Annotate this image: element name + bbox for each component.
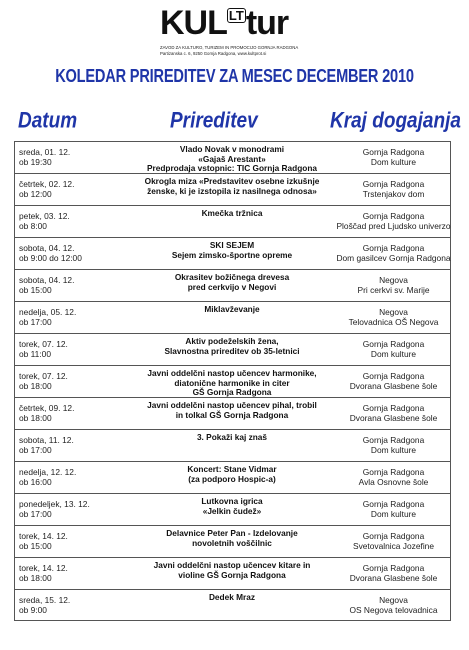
- event-place-line: Gornja Radgona: [362, 435, 425, 445]
- event-place-line: Negova: [379, 275, 408, 285]
- event-name-line: Predprodaja vstopnic: TIC Gornja Radgona: [146, 163, 318, 174]
- event-name-line: diatonične harmonike in citer: [174, 377, 290, 388]
- event-name: [127, 209, 337, 219]
- kultur-logo: [160, 4, 310, 68]
- table-row: [14, 173, 451, 205]
- event-place-line: Pri cerkvi sv. Marije: [357, 285, 430, 295]
- event-name: [127, 241, 337, 260]
- event-place-line: Negova: [379, 307, 408, 317]
- event-date-line: četrtek, 02. 12.: [19, 179, 75, 189]
- event-name: [127, 369, 337, 398]
- logo-subtitle: ZAVOD ZA KULTURO, TURIZEM IN PROMOCIJO GORNJA RADGONA: [160, 45, 299, 50]
- table-row: [14, 461, 451, 493]
- event-name-line: Kmečka tržnica: [201, 208, 263, 218]
- event-place-line: Gornja Radgona: [362, 371, 425, 381]
- event-place: [335, 275, 452, 295]
- event-date-line: ob 15:00: [19, 285, 52, 295]
- table-row: [14, 557, 451, 589]
- event-place: [335, 307, 452, 327]
- event-place: [335, 435, 452, 455]
- table-row: [14, 205, 451, 237]
- logo-name-left: KUL: [160, 4, 227, 42]
- event-name-line: in tolkal GŠ Gornja Radgona: [175, 409, 289, 420]
- event-name-line: Vlado Novak v monodrami: [179, 144, 285, 154]
- event-place-line: Dom kulture: [370, 445, 417, 455]
- table-row: [14, 141, 451, 173]
- event-date-line: četrtek, 09. 12.: [19, 403, 75, 413]
- event-date-line: ob 12:00: [19, 189, 52, 199]
- event-table: [14, 141, 451, 621]
- event-name-line: Dedek Mraz: [208, 592, 256, 602]
- table-row: [14, 269, 451, 301]
- event-name-line: Javni oddelčni nastop učencev kitare in: [153, 560, 311, 570]
- event-date-line: sobota, 04. 12.: [19, 275, 75, 285]
- event-date-line: ob 17:00: [19, 509, 52, 519]
- event-name-line: Okrogla miza «Predstavitev osebne izkušnje: [144, 176, 320, 186]
- event-name-line: 3. Pokaži kaj znaš: [196, 432, 268, 442]
- event-place: [335, 499, 452, 519]
- event-date: [19, 147, 139, 167]
- event-date-line: sreda, 01. 12.: [19, 147, 71, 157]
- event-date-line: nedelja, 05. 12.: [19, 307, 77, 317]
- event-place: [335, 339, 452, 359]
- event-date-line: ob 9:00 do 12:00: [19, 253, 82, 263]
- event-name: [127, 433, 337, 443]
- table-row: [14, 333, 451, 365]
- event-date: [19, 307, 139, 327]
- table-row: [14, 397, 451, 429]
- event-name: [127, 177, 337, 196]
- event-place-line: Gornja Radgona: [362, 563, 425, 573]
- event-place-line: Negova: [379, 595, 408, 605]
- event-name-line: Slavnostna prireditev ob 35-letnici: [164, 345, 300, 356]
- event-date-line: ob 18:00: [19, 381, 52, 391]
- table-row: [14, 429, 451, 461]
- event-name-line: «Gajaš Arestant»: [198, 153, 266, 164]
- event-date-line: ob 15:00: [19, 541, 52, 551]
- event-name-line: SKI SEJEM: [209, 240, 255, 250]
- event-name-line: Okrasitev božičnega drevesa: [174, 272, 290, 282]
- event-date-line: sobota, 04. 12.: [19, 243, 75, 253]
- event-name-line: Delavnice Peter Pan - Izdelovanje: [166, 528, 298, 538]
- event-date-line: ob 18:00: [19, 413, 52, 423]
- event-name: [127, 337, 337, 356]
- event-place-line: Telovadnica OŠ Negova: [348, 317, 439, 327]
- table-row: [14, 365, 451, 397]
- event-name: [127, 465, 337, 484]
- event-place: [335, 467, 452, 487]
- event-date-line: ob 19:30: [19, 157, 52, 167]
- event-date-line: ob 17:00: [19, 445, 52, 455]
- event-place: [335, 563, 452, 583]
- event-name: [127, 401, 337, 420]
- table-row: [14, 493, 451, 525]
- event-place: [335, 211, 452, 231]
- event-name-line: Sejem zimsko-športne opreme: [171, 249, 293, 260]
- event-place-line: Gornja Radgona: [362, 499, 425, 509]
- event-name-line: Javni oddelčni nastop učencev pihal, trobil: [147, 400, 317, 410]
- event-date: [19, 531, 139, 551]
- event-name: [127, 529, 337, 548]
- logo-name-mid: LT: [228, 8, 244, 23]
- event-place-line: Dom kulture: [370, 509, 417, 519]
- event-date: [19, 435, 139, 455]
- event-date-line: petek, 03. 12.: [19, 211, 70, 221]
- table-row: [14, 525, 451, 557]
- event-date: [19, 371, 139, 391]
- event-name-line: pred cerkvijo v Negovi: [187, 281, 277, 292]
- event-name-line: Aktiv podeželskih žena,: [185, 336, 279, 346]
- event-date: [19, 595, 139, 615]
- event-name: [127, 273, 337, 292]
- event-place-line: Avla Osnovne šole: [358, 477, 429, 487]
- page-title: KOLEDAR PRIREDITEV ZA MESEC DECEMBER 2010: [55, 67, 414, 87]
- event-name-line: violine GŠ Gornja Radgona: [178, 569, 286, 580]
- event-place-line: Svetovalnica Jozefine: [352, 541, 434, 551]
- event-name: [127, 593, 337, 603]
- logo-address: Partizanska c. 6, 9250 Gornja Radgona, www.kultprot.si: [160, 51, 267, 56]
- event-date: [19, 211, 139, 231]
- event-place-line: Gornja Radgona: [362, 243, 425, 253]
- event-date: [19, 275, 139, 295]
- event-date-line: ponedeljek, 13. 12.: [19, 499, 90, 509]
- event-date: [19, 243, 139, 263]
- event-place-line: Gornja Radgona: [362, 211, 425, 221]
- event-place-line: Dom kulture: [370, 157, 417, 167]
- event-place: [335, 243, 452, 263]
- event-place-line: Dvorana Glasbene šole: [349, 573, 438, 583]
- event-name-line: Javni oddelčni nastop učencev harmonike,: [147, 368, 317, 378]
- event-place-line: Dom kulture: [370, 349, 417, 359]
- event-date: [19, 339, 139, 359]
- event-name-line: novoletnih voščilnic: [192, 537, 272, 548]
- event-place: [335, 531, 452, 551]
- event-name-line: (za podporo Hospic-a): [188, 473, 276, 484]
- event-place-line: Gornja Radgona: [362, 403, 425, 413]
- event-name-line: ženske, ki je izstopila iz nasilnega odnosa»: [147, 185, 317, 196]
- event-place-line: Dom gasilcev Gornja Radgona: [336, 253, 451, 263]
- event-date-line: nedelja, 12. 12.: [19, 467, 77, 477]
- event-name: [127, 305, 337, 315]
- event-place-line: Gornja Radgona: [362, 147, 425, 157]
- event-date-line: torek, 14. 12.: [19, 531, 68, 541]
- event-date-line: ob 9:00: [19, 605, 47, 615]
- event-place: [335, 403, 452, 423]
- event-name-line: «Jelkin čudež»: [202, 505, 262, 516]
- event-date-line: sreda, 15. 12.: [19, 595, 71, 605]
- event-date-line: torek, 07. 12.: [19, 339, 68, 349]
- logo-wordmark: [160, 4, 310, 42]
- event-date: [19, 499, 139, 519]
- event-name: [127, 561, 337, 580]
- event-name-line: Miklavževanje: [204, 304, 260, 314]
- event-date-line: ob 11:00: [19, 349, 51, 359]
- event-date-line: ob 8:00: [19, 221, 47, 231]
- event-place: [335, 595, 452, 615]
- event-date-line: torek, 14. 12.: [19, 563, 68, 573]
- event-date: [19, 403, 139, 423]
- event-date-line: ob 17:00: [19, 317, 52, 327]
- header-date: Datum: [18, 109, 78, 134]
- event-place-line: Trstenjakov dom: [362, 189, 425, 199]
- event-name: [127, 145, 337, 174]
- event-place-line: Gornja Radgona: [362, 531, 425, 541]
- event-date: [19, 467, 139, 487]
- event-place: [335, 371, 452, 391]
- event-date-line: ob 16:00: [19, 477, 52, 487]
- event-place: [335, 147, 452, 167]
- event-place-line: Gornja Radgona: [362, 179, 425, 189]
- header-event: Prireditev: [170, 109, 258, 134]
- event-place-line: Dvorana Glasbene šole: [349, 413, 438, 423]
- event-name: [127, 497, 337, 516]
- event-date: [19, 179, 139, 199]
- event-name-line: Lutkovna igrica: [201, 496, 263, 506]
- event-place-line: OS Negova telovadnica: [349, 605, 438, 615]
- event-place-line: Gornja Radgona: [362, 339, 425, 349]
- event-place: [335, 179, 452, 199]
- event-place-line: Dvorana Glasbene šole: [349, 381, 438, 391]
- event-date-line: torek, 07. 12.: [19, 371, 68, 381]
- event-place-line: Ploščad pred Ljudsko univerzo: [336, 221, 451, 231]
- table-row: [14, 237, 451, 269]
- event-date: [19, 563, 139, 583]
- event-date-line: sobota, 11. 12.: [19, 435, 74, 445]
- event-place-line: Gornja Radgona: [362, 467, 425, 477]
- table-row: [14, 589, 451, 621]
- logo-name-right: tur: [245, 4, 289, 42]
- event-date-line: ob 18:00: [19, 573, 52, 583]
- table-row: [14, 301, 451, 333]
- event-name-line: GŠ Gornja Radgona: [192, 387, 272, 398]
- event-name-line: Koncert: Stane Vidmar: [187, 464, 277, 474]
- header-place: Kraj dogajanja: [330, 109, 461, 134]
